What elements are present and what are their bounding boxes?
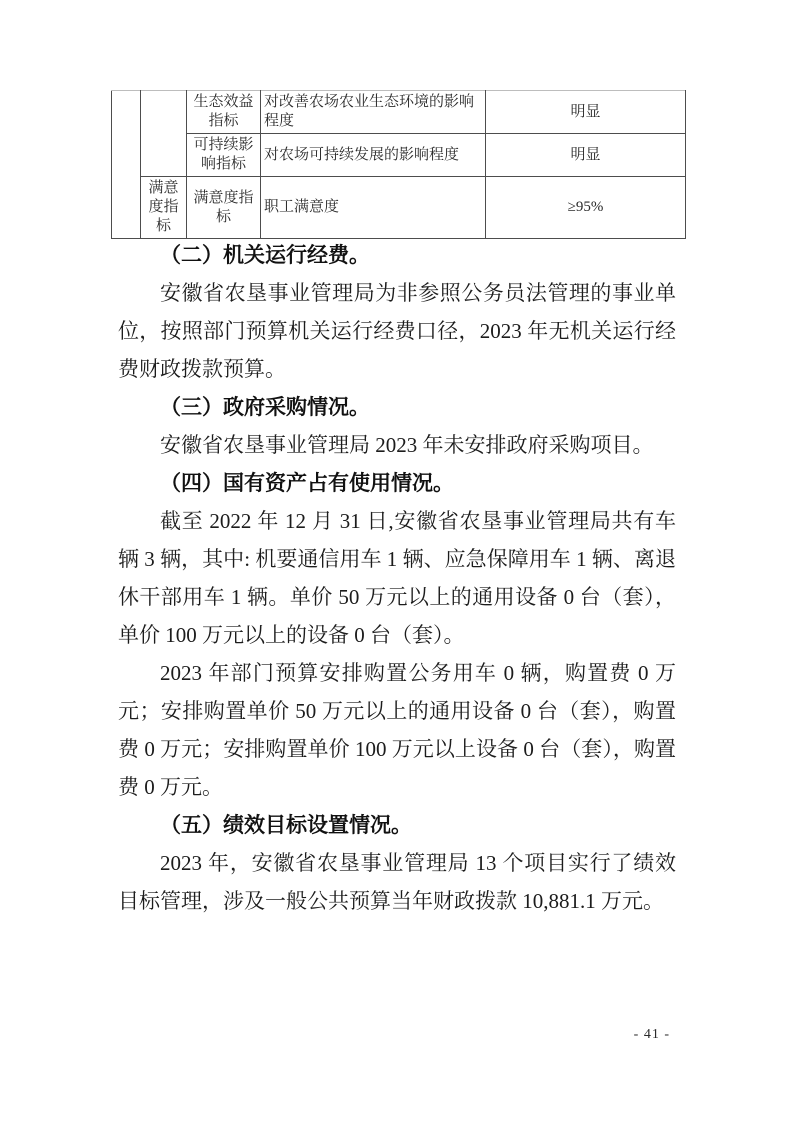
section-heading-3: （三）政府采购情况。 bbox=[160, 395, 370, 419]
table-cell-indicator: 职工满意度 bbox=[261, 177, 486, 239]
table-cell-value: ≥95% bbox=[486, 177, 686, 239]
section-paragraph: 截至 2022 年 12 月 31 日,安徽省农垦事业管理局共有车辆 3 辆，其中: 机要通信用车 1 辆、应急保障用车 1 辆、离退休干部用车 1 辆。单价 50 万元以上的通用设备 0 台（套），单价 100 万元以上的设备 0 台（套）。 bbox=[118, 509, 676, 647]
table-cell-group-empty bbox=[141, 91, 187, 177]
section-paragraph: 2023 年，安徽省农垦事业管理局 13 个项目实行了绩效目标管理，涉及一般公共预算当年财政拨款 10,881.1 万元。 bbox=[118, 851, 676, 913]
table-row bbox=[112, 91, 686, 134]
page-number: - 41 - bbox=[633, 1027, 670, 1042]
table-cell-subcategory: 生态效益指标 bbox=[187, 91, 261, 134]
table-cell-indicator: 对改善农场农业生态环境的影响程度 bbox=[261, 91, 486, 134]
table-cell-indicator: 对农场可持续发展的影响程度 bbox=[261, 134, 486, 177]
table-cell-value: 明显 bbox=[486, 91, 686, 134]
section-heading-4: （四）国有资产占有使用情况。 bbox=[160, 471, 454, 495]
table-cell-subcategory: 可持续影响指标 bbox=[187, 134, 261, 177]
section-paragraph: 2023 年部门预算安排购置公务用车 0 辆，购置费 0 万元；安排购置单价 50 万元以上的通用设备 0 台（套），购置费 0 万元；安排购置单价 100 万元以上设备 0 台（套），购置费 0 万元。 bbox=[118, 661, 676, 799]
section-paragraph: 安徽省农垦事业管理局 2023 年未安排政府采购项目。 bbox=[160, 433, 654, 457]
section-paragraph: 安徽省农垦事业管理局为非参照公务员法管理的事业单位，按照部门预算机关运行经费口径，2023 年无机关运行经费财政拨款预算。 bbox=[118, 281, 676, 381]
section-heading-2: （二）机关运行经费。 bbox=[160, 243, 370, 267]
table-cell-value: 明显 bbox=[486, 134, 686, 177]
table-cell-category-empty bbox=[112, 91, 141, 239]
table-cell-category: 满意度指标 bbox=[141, 177, 187, 239]
document-body bbox=[118, 223, 676, 920]
section-heading-5: （五）绩效目标设置情况。 bbox=[160, 813, 412, 837]
table-row bbox=[112, 134, 686, 177]
performance-indicator-table bbox=[111, 90, 686, 239]
table-cell-subcategory: 满意度指标 bbox=[187, 177, 261, 239]
